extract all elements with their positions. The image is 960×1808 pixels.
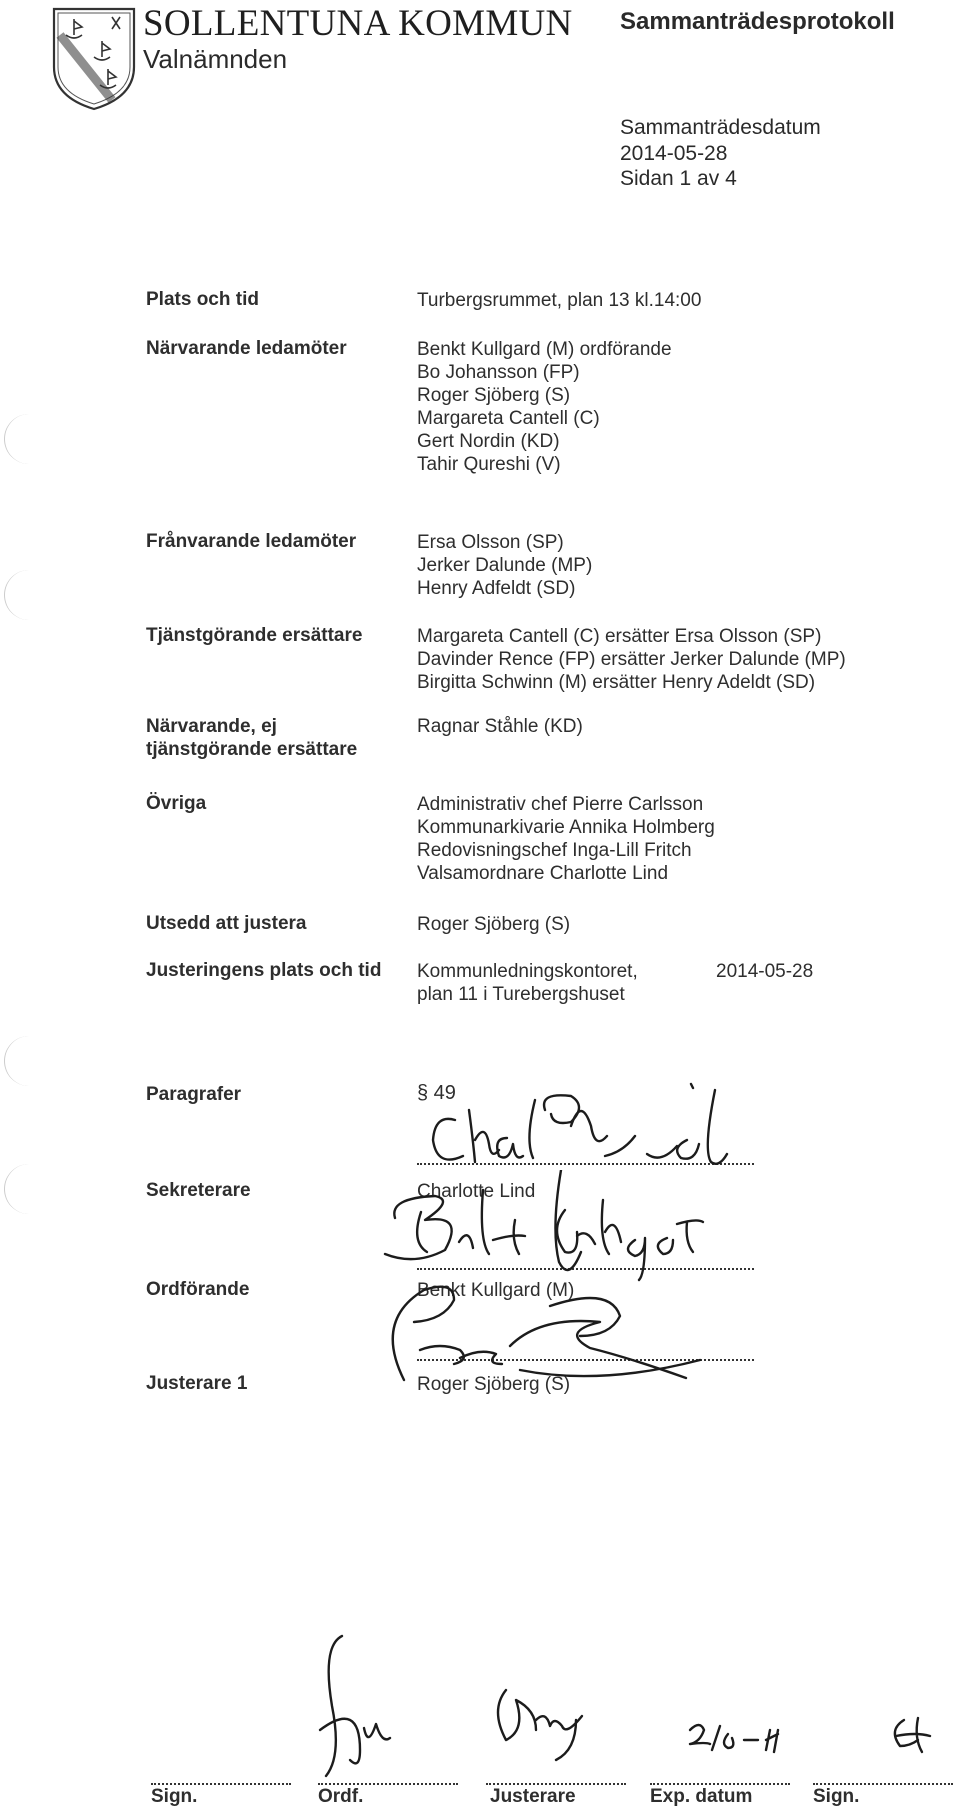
ovriga-list — [417, 793, 715, 885]
footer-label-sign-2: Sign. — [813, 1786, 860, 1807]
plats-value: Turbergsrummet, plan 13 kl.14:00 — [417, 290, 702, 311]
justering-date: 2014-05-28 — [716, 961, 814, 982]
document-type: Sammanträdesprotokoll — [620, 8, 895, 35]
justerare-name: Roger Sjöberg (S) — [417, 1374, 571, 1395]
list-item: Ersa Olsson (SP) — [417, 532, 564, 553]
list-item: Gert Nordin (KD) — [417, 431, 560, 452]
list-item: Administrativ chef Pierre Carlsson — [417, 794, 704, 815]
footer-label-ordf: Ordf. — [318, 1786, 364, 1807]
footer-label-sign: Sign. — [151, 1786, 198, 1807]
committee-name: Valnämnden — [143, 44, 288, 74]
utsedd-label: Utsedd att justera — [146, 913, 307, 934]
ovriga-label: Övriga — [146, 793, 207, 814]
list-item: Redovisningschef Inga-Lill Fritch — [417, 840, 692, 861]
footer-label-justerare: Justerare — [490, 1786, 576, 1807]
footer-ordf-line — [318, 1783, 458, 1785]
list-item: Birgitta Schwinn (M) ersätter Henry Adeldt (SD) — [417, 672, 816, 693]
list-item: Kommunarkivarie Annika Holmberg — [417, 817, 715, 838]
list-item: Roger Sjöberg (S) — [417, 385, 571, 406]
footer-label-exp-datum: Exp. datum — [650, 1786, 753, 1807]
list-item: Bo Johansson (FP) — [417, 362, 580, 383]
ordforande-name: Benkt Kullgard (M) — [417, 1280, 575, 1301]
utsedd-value: Roger Sjöberg (S) — [417, 914, 571, 935]
tjanstgorande-label: Tjänstgörande ersättare — [146, 625, 363, 646]
narvarande-ej-label: Närvarande, ej tjänstgörande ersättare — [146, 716, 358, 760]
footer-initials-icon — [300, 1630, 960, 1790]
municipal-crest-icon — [50, 5, 138, 113]
list-item: Benkt Kullgard (M) ordförande — [417, 339, 672, 360]
narvarande-ej-value: Ragnar Ståhle (KD) — [417, 716, 583, 737]
franvarande-label: Frånvarande ledamöter — [146, 531, 357, 552]
list-item: Valsamordnare Charlotte Lind — [417, 863, 669, 884]
list-item: Henry Adfeldt (SD) — [417, 578, 576, 599]
footer-sign-line-2 — [813, 1783, 953, 1785]
meeting-date: 2014-05-28 — [620, 142, 728, 165]
franvarande-list — [417, 531, 592, 600]
plats-label: Plats och tid — [146, 289, 259, 310]
meeting-date-label: Sammanträdesdatum — [620, 116, 821, 139]
justerare-label: Justerare 1 — [146, 1373, 248, 1394]
margin-mark — [4, 1164, 35, 1214]
justerare-signature-icon — [380, 1270, 800, 1400]
sekreterare-name: Charlotte Lind — [417, 1181, 536, 1202]
justering-label: Justeringens plats och tid — [146, 960, 382, 981]
paragrafer-value: § 49 — [417, 1082, 456, 1104]
sekreterare-label: Sekreterare — [146, 1180, 251, 1201]
margin-mark — [4, 570, 35, 620]
tjanstgorande-list — [417, 625, 846, 694]
narvarande-label: Närvarande ledamöter — [146, 338, 347, 359]
ordforande-label: Ordförande — [146, 1279, 250, 1300]
list-item: Margareta Cantell (C) — [417, 408, 600, 429]
justering-place: Kommunledningskontoret, plan 11 i Turebergshuset — [417, 961, 638, 1005]
list-item: Tahir Qureshi (V) — [417, 454, 561, 475]
footer-justerare-line — [486, 1783, 626, 1785]
list-item: Davinder Rence (FP) ersätter Jerker Dalunde (MP) — [417, 649, 846, 670]
page-info: Sidan 1 av 4 — [620, 167, 737, 190]
margin-mark — [4, 414, 35, 464]
paragrafer-label: Paragrafer — [146, 1084, 242, 1105]
footer-exp-date-line — [650, 1783, 790, 1785]
organization-name: SOLLENTUNA KOMMUN — [143, 3, 573, 44]
footer-sign-line-1 — [151, 1783, 291, 1785]
margin-mark — [4, 1036, 35, 1086]
list-item: Jerker Dalunde (MP) — [417, 555, 593, 576]
narvarande-list — [417, 338, 672, 476]
list-item: Margareta Cantell (C) ersätter Ersa Olsson (SP) — [417, 626, 822, 647]
